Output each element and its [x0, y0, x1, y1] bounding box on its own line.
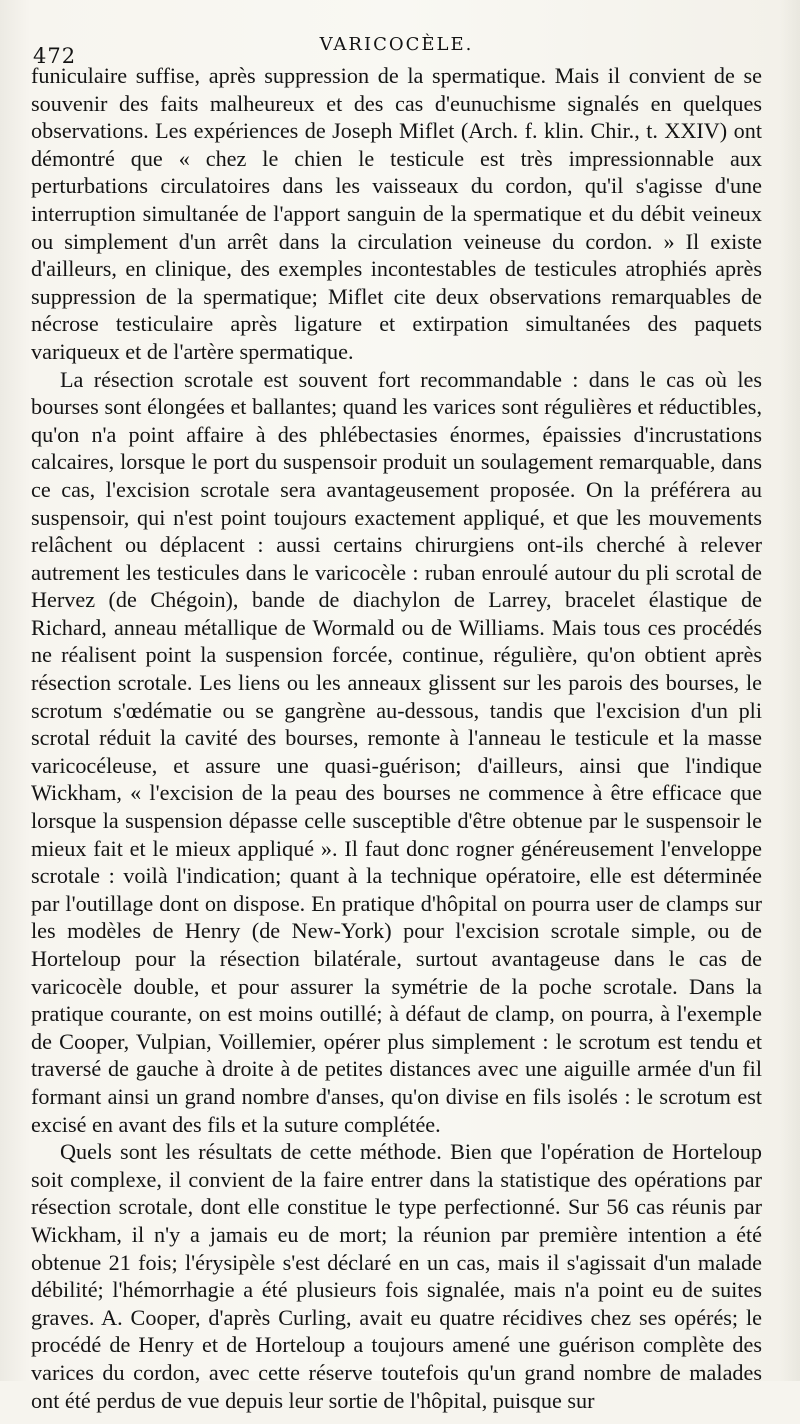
paragraph-2: La résection scrotale est souvent fort recommandable : dans le cas où les bourses sont élongées et ballantes; quand les varices sont régulières et réductibles, qu'on n'a point affaire à des phlébectasies énormes, épaissies d'incrustations calcaires, lorsque le port du suspensoir produit un soulagement remarquable, dans ce cas, l'excision scrotale sera avantageusement proposée. On la préférera au suspensoir, qui n'est point toujours exactement appliqué, et que les mouvements relâchent ou déplacent : aussi certains chirurgiens ont-ils cherché à relever autrement les testicules dans le varicocèle : ruban enroulé autour du pli scrotal de Hervez (de Chégoin), bande de diachylon de Larrey, bracelet élastique de Richard, anneau métallique de Wormald ou de Williams. Mais tous ces procédés ne réalisent point la suspension forcée, continue, régulière, qu'on obtient après résection scrotale. Les liens ou les anneaux glissent sur les parois des bourses, le scrotum s'œdématie ou se gangrène au-dessous, tandis que l'excision d'un pli scrotal réduit la cavité des bourses, remonte à l'anneau le testicule et la masse varicocéleuse, et assure une quasi-guérison; d'ailleurs, ainsi que l'indique Wickham, « l'excision de la peau des bourses ne commence à être efficace que lorsque la suspension dépasse celle susceptible d'être obtenue par le suspensoir le mieux fait et le mieux appliqué ». Il faut donc rogner généreusement l'enveloppe scrotale : voilà l'indication; quant à la technique opératoire, elle est déterminée par l'outillage dont on dispose. En pratique d'hôpital on pourra user de clamps sur les modèles de Henry (de New-York) pour l'excision scrotale simple, ou de Horteloup pour la résection bilatérale, surtout avantageuse dans le cas de varicocèle double, et pour assurer la symétrie de la poche scrotale. Dans la pratique courante, on est moins outillé; à défaut de clamp, on pourra, à l'exemple de Cooper, Vulpian, Voillemier, opérer plus simplement : le scrotum est tendu et traversé de gauche à droite à de petites distances avec une aiguille armée d'un fil formant ainsi un grand nombre d'anses, qu'on divise en fils isolés : le scrotum est excisé en avant des fils et la suture complétée.: [31, 366, 762, 1137]
running-title: VARICOCÈLE.: [319, 34, 474, 55]
body-text: [31, 62, 762, 1414]
page-number: 472: [33, 44, 77, 68]
paragraph-1: funiculaire suffise, après suppression de la spermatique. Mais il convient de se souvenir des faits malheureux et des cas d'eunuchisme signalés en quelques observations. Les expériences de Joseph Miflet (Arch. f. klin. Chir., t. XXIV) ont démontré que « chez le chien le testicule est très impressionnable aux perturbations circulatoires dans les vaisseaux du cordon, qu'il s'agisse d'une interruption simultanée de l'apport sanguin de la spermatique et du débit veineux ou simplement d'un arrêt dans la circulation veineuse du cordon. » Il existe d'ailleurs, en clinique, des exemples incontestables de testicules atrophiés après suppression de la spermatique; Miflet cite deux observations remarquables de nécrose testiculaire après ligature et extirpation simultanées des paquets variqueux et de l'artère spermatique.: [31, 63, 762, 364]
page-bottom-margin: [31, 1414, 762, 1424]
running-head: [31, 20, 762, 68]
paragraph-3: Quels sont les résultats de cette méthode. Bien que l'opération de Horteloup soit complexe, il convient de la faire entrer dans la statistique des opérations par résection scrotale, dont elle constitue le type perfectionné. Sur 56 cas réunis par Wickham, il n'y a jamais eu de mort; la réunion par première intention a été obtenue 21 fois; l'érysipèle s'est déclaré en un cas, mais il s'agissait d'un malade débilité; l'hémorrhagie a été plusieurs fois signalée, mais n'a point eu de suites graves. A. Cooper, d'après Curling, avait eu quatre récidives chez ses opérés; le procédé de Henry et de Horteloup a toujours amené une guérison complète des varices du cordon, avec cette réserve toutefois qu'un grand nombre de malades ont été perdus de vue depuis leur sortie de l'hôpital, puisque sur: [31, 1139, 762, 1413]
